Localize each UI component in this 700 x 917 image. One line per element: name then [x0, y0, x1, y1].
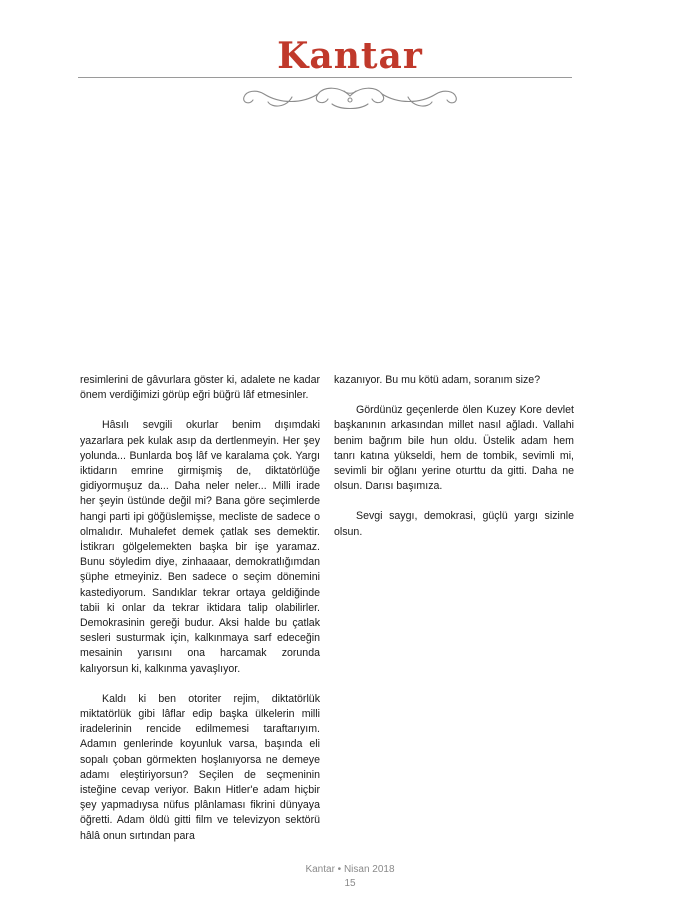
article-left-column: [80, 373, 320, 859]
paragraph: Hâsılı sevgili okurlar benim dışımdaki yazarlara pek kulak asıp da dertlenmeyin. Her şey yolunda... Bunlarda boş lâf ve karalama çok. Yargı iktidarın emrine girmişmiş de, diktatörlüğe gidiyormuşuz da... Daha neler neler... Milli irade her şeyin üstünde değil mi? Bana göre seçimlerde hangi parti ipi göğüslemişse, mecliste de sadece o olmalıdır. Muhalefet demek çatlak ses demektir. İstikrarı gölgelemekten başka bir işe yaramaz. Bunu söyledim diye, zinhaaaar, demokratlığımdan şüphe etmeyiniz. Ben sadece o seçim dönemini kastediyorum. Sandıklar tekrar ortaya geldiğinde tabii ki onlar da tekrar iktidara talip olabilirler. Demokrasinin gereği budur. Aksi halde bu çatlak sesleri susturmak için, kalkınmaya sarf edeceğin mesainin yarısını ona harcamak zorunda kalıyorsun ki, kalkınma yavaşlıyor.: [80, 419, 320, 675]
paragraph: Sevgi saygı, demokrasi, güçlü yargı sizinle olsun.: [334, 510, 574, 538]
paragraph: Kaldı ki ben otoriter rejim, diktatörlük miktatörlük gibi lâflar edip başka ülkelerin milli iradelerinin rencide edilmemesi taraftarıyım. Adamın genlerinde koyunluk varsa, başında eli sopalı çoban görmekten hoşlanıyorsa ne demeye adamı eleştiriyorsun? Seçilen de seçmeninin isteğine cevap veriyor. Bakın Hitler'e adam hiçbir şey yapmadıysa nüfus plânlaması fikrini dünyaya öğretti. Adam öldü gitti film ve televizyon sektörü hâlâ onun sırtından para: [80, 692, 320, 842]
paragraph: kazanıyor. Bu mu kötü adam, soranım size?: [334, 374, 541, 386]
article-right-column: [334, 373, 574, 555]
paragraph: Gördünüz geçenlerde ölen Kuzey Kore devlet başkanının arkasından millet nasıl ağladı. Vallahi benim bağrım bile hun oldu. Üstelik adam hem tanrı katına yükseldi, hem de tombik, sevimli mi, sevimli bir oğlanı yerine oturttu da gitti. Daha ne olsun. Darısı başımıza.: [334, 404, 574, 493]
page-number: 15: [344, 878, 356, 889]
scroll-flourish-icon: [232, 82, 468, 112]
footer-publication-line: Kantar • Nisan 2018: [305, 864, 395, 875]
masthead-title: Kantar: [277, 35, 423, 77]
paragraph: resimlerini de gâvurlara göster ki, adalete ne kadar önem verdiğimizi görüp eğri büğrü lâf etmesinler.: [80, 374, 320, 402]
masthead-divider: [78, 77, 572, 78]
